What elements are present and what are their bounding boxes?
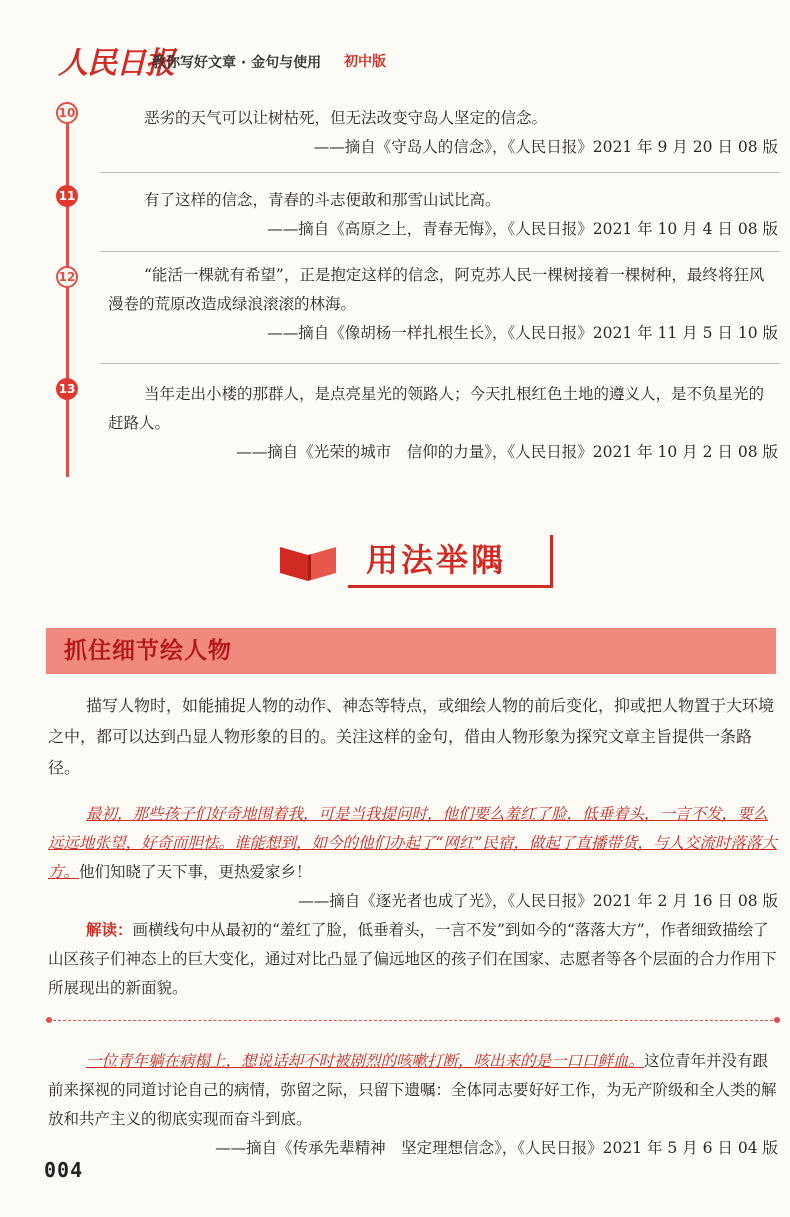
usage-heading: [278, 533, 558, 593]
usage-heading-box: [348, 535, 553, 588]
quote-item: [108, 186, 778, 244]
quote-number-badge: 12: [56, 266, 78, 288]
timeline-line: [66, 102, 69, 477]
quote-number-badge: 10: [56, 102, 78, 124]
example-block-1: [48, 800, 778, 1003]
example-paragraph: [48, 800, 778, 887]
quote-item: [108, 380, 778, 467]
example-paragraph: [48, 1047, 778, 1134]
newspaper-logo: 人民日报: [58, 46, 174, 81]
quote-text: 有了这样的信念，青春的斗志便敢和那雪山试比高。: [144, 191, 501, 209]
quote-number-badge: 11: [56, 185, 78, 207]
page-number: 004: [44, 1158, 84, 1182]
edition-label: 初中版: [344, 54, 386, 70]
analysis-text: 画横线句中从最初的“羞红了脸，低垂着头，一言不发”到如今的“落落大方”，作者细致描绘了山区孩子们神态上的巨大变化，通过对比凸显了偏远地区的孩子们在国家、志愿者等各个层面的合力作用下所展现出的新面貌。: [48, 921, 777, 997]
book-title: 教你写好文章 · 金句与使用: [152, 55, 322, 71]
quote-source: ——摘自《高原之上，青春无悔》，《人民日报》2021 年 10 月 4 日 08 版: [267, 220, 778, 238]
quote-text: “能活一棵就有希望”，正是抱定这样的信念，阿克苏人民一棵树接着一棵树种，最终将狂风漫卷的荒原改造成绿浪滚滚的林海。: [108, 266, 765, 313]
page-header: [58, 38, 758, 81]
example-rest: 他们知晓了天下事，更热爱家乡！: [79, 863, 312, 881]
example-source: ——摘自《传承先辈精神 坚定理想信念》，《人民日报》2021 年 5 月 6 日 04 版: [215, 1139, 778, 1157]
quote-text: 恶劣的天气可以让树枯死，但无法改变守岛人坚定的信念。: [144, 109, 548, 127]
quote-source: ——摘自《光荣的城市 信仰的力量》，《人民日报》2021 年 10 月 2 日 08 版: [236, 443, 778, 461]
divider: [100, 251, 780, 252]
open-book-icon: [278, 541, 338, 583]
quote-source: ——摘自《像胡杨一样扎根生长》，《人民日报》2021 年 11 月 5 日 10 版: [267, 324, 778, 342]
example-source: ——摘自《逐光者也成了光》，《人民日报》2021 年 2 月 16 日 08 版: [298, 892, 778, 910]
divider: [100, 363, 780, 364]
analysis-paragraph: [48, 916, 778, 1003]
analysis-label: 解读：: [86, 921, 133, 939]
quote-item: [108, 261, 778, 348]
quote-number-badge: 13: [56, 378, 78, 400]
quote-text: 当年走出小楼的那群人，是点亮星光的领路人；今天扎根红色土地的遵义人，是不负星光的赶路人。: [108, 385, 765, 432]
intro-paragraph: 描写人物时，如能捕捉人物的动作、神态等特点，或细绘人物的前后变化，抑或把人物置于大环境之中，都可以达到凸显人物形象的目的。关注这样的金句，借由人物形象为探究文章主旨提供一条路径。: [48, 696, 775, 777]
highlighted-sentence: 一位青年躺在病榻上，想说话却不时被剧烈的咳嗽打断，咳出来的是一口口鲜血。: [86, 1052, 645, 1070]
section-title-bar: [46, 628, 776, 674]
example-rest: 这位青年并没有跟前来探视的同道讨论自己的病情，弥留之际，只留下遗嘱：全体同志要好好工作，为无产阶级和全人类的解放和共产主义的彻底实现而奋斗到底。: [48, 1052, 777, 1128]
highlighted-sentence: 最初，那些孩子们好奇地围着我，可是当我提问时，他们要么羞红了脸，低垂着头，一言不发，要么远远地张望，好奇而胆怯。谁能想到，如今的他们办起了“网红”民宿，做起了直播带货，与人交流时落落大方。: [48, 805, 777, 881]
quote-item: [108, 104, 778, 162]
example-block-2: [48, 1047, 778, 1163]
quote-source: ——摘自《守岛人的信念》，《人民日报》2021 年 9 月 20 日 08 版: [313, 138, 778, 156]
divider: [100, 172, 780, 173]
section-title: 抓住细节绘人物: [64, 638, 232, 664]
usage-heading-text: 用法举隅: [366, 541, 507, 579]
dashed-divider: [48, 1020, 778, 1021]
